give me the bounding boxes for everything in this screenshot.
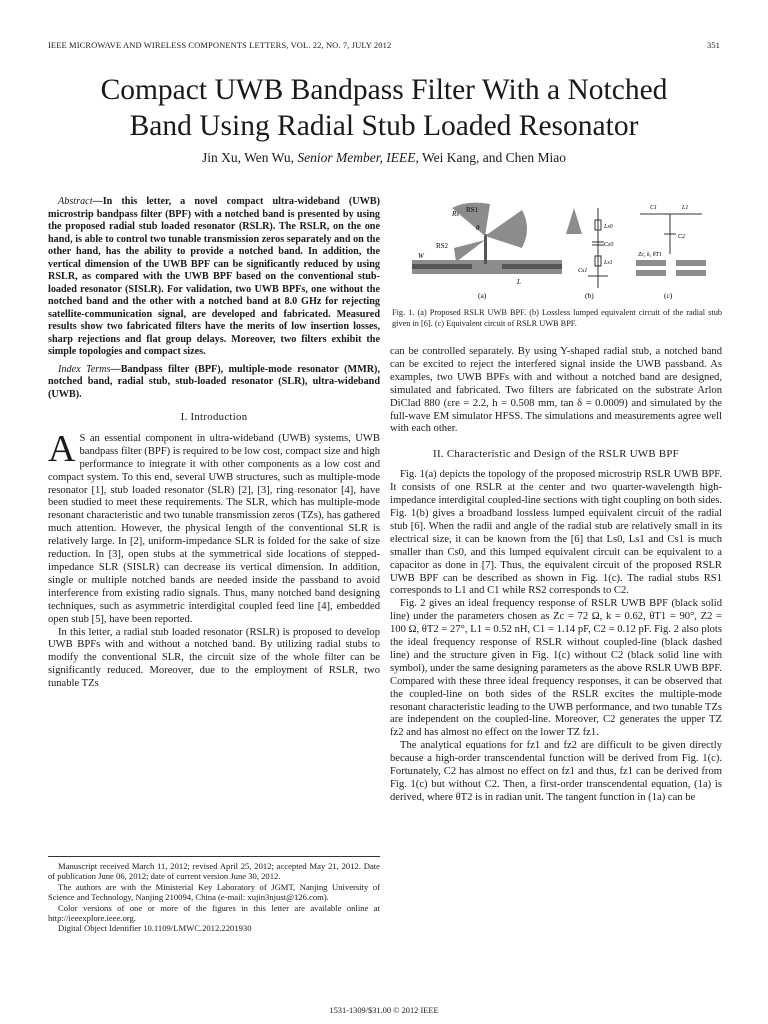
footnote-rule bbox=[48, 856, 380, 857]
right-paragraph-1: Fig. 1(a) depicts the topology of the proposed microstrip RSLR UWB BPF. It consists of one RSLR at the center and two quarter-wavelength high-impedance interdigital coupled-line sections with tight coupling on both sides. Fig. 1(b) gives a broadband lossless lumped equivalent circuit of the radial stub [6]. When the radii and angle of the radial stub are relatively small in its electrical size, it can be known from the [6] that Ls0, Ls1 and Cs1 is much smaller than Cs0, and this lumped equivalent circuit can be equivalent to a capacitor as done in [7]. Thus, the equivalent circuit of the proposed RSLR UWB BPF can be described as shown in Fig. 1(c). The radial stubs RS1 corresponds to L1 and C1 while RS2 corresponds to C2. bbox=[390, 469, 722, 597]
abstract-text: —In this letter, a novel compact ultra-wideband (UWB) microstrip bandpass filter (BPF) with a notched band is presented by using the proposed radial stub loaded resonator (RSLR). The RSLR, on the one hand, is able to control two tunable transmission zeros separately and on the other hand, has the ability to provide a notched band. In addition, the vertical dimension of the UWB BPF can be significantly reduced by using RSLR, as compared with the UWB BPF based on the conventional stub-loaded resonator (SISLR). For validation, two UWB BPFs, one without the notched band and the other with a notched band at 8.0 GHz for rejecting satellite-communication signal, are developed and fabricated. Measured results show two fabricated filters have the merits of low insertion losses, sharp rejections and flat group delays. Moreover, two filters exhibit the simple topologies and compact sizes. bbox=[48, 196, 380, 357]
label-zc: Zc, k, θT1 bbox=[638, 252, 662, 258]
intro-paragraph-1 bbox=[48, 427, 380, 627]
abstract bbox=[48, 196, 380, 359]
author-4: Chen Miao bbox=[505, 150, 567, 165]
index-terms-label: Index Terms bbox=[58, 363, 111, 375]
radial-stub-symbol-icon bbox=[566, 208, 582, 234]
label-rs2: RS2 bbox=[436, 242, 449, 250]
index-terms bbox=[48, 364, 380, 402]
running-header bbox=[48, 40, 720, 54]
abstract-label: Abstract bbox=[58, 196, 93, 207]
right-paragraph-2: Fig. 2 gives an ideal frequency response of RSLR UWB BPF (black solid line) under the parameters chosen as Zc = 72 Ω, k = 0.62, θT1 = 90°, Z2 = 100 Ω, θT2 = 27°, L1 = 0.52 nH, C1 = 1.14 pF, C2 = 0.12 pF. Fig. 2 also plots the ideal frequency response of RSLR without coupled-line (black dashed line) and the structure given in Fig. 1(c) without C2 (black solid line with symbol), under the same designing parameters as the above RSLR UWB BPF. Compared with these three ideal frequency responses, it can be observed that the coupled-line on both sides of the RSLR excites the multiple-mode resonant characteristic leading to the UWB performance, and two tunable TZs are independent on the coupled-line. Moreover, C2 generates the upper TZ fz2 and has almost no effect on the lower TZ fz1. bbox=[390, 598, 722, 739]
paper-title bbox=[40, 72, 728, 144]
coupled-line-right bbox=[502, 264, 562, 269]
page-footer: 1531-1309/$31.00 © 2012 IEEE bbox=[329, 1006, 439, 1015]
author-3: Wei Kang, and bbox=[422, 150, 503, 165]
label-c2: C2 bbox=[678, 234, 686, 240]
footnote-doi: Digital Object Identifier 10.1109/LMWC.2012.2201930 bbox=[58, 923, 252, 934]
label-c: (c) bbox=[664, 291, 673, 300]
coupled-line-c-right bbox=[676, 260, 706, 266]
label-b: (b) bbox=[585, 291, 594, 300]
footnote-manuscript: Manuscript received March 11, 2012; revised April 25, 2012; accepted May 21, 2012. Date of publication June 06, 2012; date of current version June 30, 2012. bbox=[48, 861, 380, 882]
coupled-line-left bbox=[412, 264, 472, 269]
label-cs1: Cs1 bbox=[578, 268, 588, 274]
label-ls0: Ls0 bbox=[604, 224, 613, 230]
coupled-line-c-left bbox=[636, 260, 666, 266]
label-cs0: Cs0 bbox=[604, 242, 614, 248]
author-1: Jin Xu, bbox=[201, 150, 241, 165]
page-number: 351 bbox=[706, 40, 720, 50]
figure-1-drawing bbox=[392, 198, 722, 302]
figure-1-caption: Fig. 1. (a) Proposed RSLR UWB BPF. (b) Lossless lumped equivalent circuit of the radial stub given in [6]. (c) Equivalent circuit of RSLR UWB BPF. bbox=[392, 308, 722, 328]
label-a: (a) bbox=[478, 291, 487, 300]
right-paragraph-3: The analytical equations for fz1 and fz2 are difficult to be given directly because a high-order transcendental function will be derived from Fig. 1(c). Fortunately, C2 has almost no effect on fz1 and thus, fz1 can be derived from Fig. 1(c) but without C2. Then, a first-order transcendental equation, (1a) is derived, where θT2 is in radian unit. The tangent function in (1a) can be bbox=[390, 740, 722, 803]
radial-stub-rs2-icon bbox=[454, 240, 485, 262]
section-heading-introduction: I. Introduction bbox=[180, 411, 248, 423]
author-2: Wen Wu, bbox=[244, 150, 295, 165]
intro-paragraph-1-text: S an essential component in ultra-wideband (UWB) systems, UWB bandpass filter (BPF) is required to be low cost, compact size and high performance to integrate it with other components as a low cost and compact system. To this end, several UWB structures, such as multiple-mode resonator [1], stub loaded resonator (SLR) [2], [3], ring resonator [4], have been studied to meet these requirements. The SLR, which has multiple-mode resonant characteristic and two tunable transmission zeros (TZs), has gathered much attention. However, the physical length of the conventional SLR is relatively large. In [2], uniform-impedance SLR is folded for the sake of size reduction. In [3], open stubs at the symmetrical side locations of stepped-impedance SLR (SISLR) can decrease its vertical dimension. In addition, single or multiple notched bands are needed inside the passband to avoid interference from existing radio signals. Thus, many notched band designing techniques, such as asymmetric interdigital coupled feed line [4], embedded open stub [5], have been reported. bbox=[48, 432, 380, 625]
footnote-color: Color versions of one or more of the figures in this letter are available online at http://ieeexplore.ieee.org. bbox=[48, 902, 380, 924]
label-rs1: RS1 bbox=[466, 206, 479, 214]
radial-stub-right-icon bbox=[485, 210, 527, 248]
right-paragraph-0: can be controlled separately. By using Y-shaped radial stub, a notched band can be excited to reject the interfered signal inside the UWB passband. As examples, two UWB BPFs with and without a notched band are designed, simulated and fabricated. Two filters are fabricated on the substrate Arlon DiClad 880 (εre = 2.2, h = 0.508 mm, tan δ = 0.0009) and simulated by the full-wave EM simulator HFSS. The simulations and measurements agree well with each other. bbox=[390, 346, 722, 435]
drop-cap: A bbox=[48, 427, 76, 470]
label-l1: L1 bbox=[682, 205, 689, 211]
label-w: W bbox=[418, 252, 424, 260]
left-column bbox=[48, 196, 380, 691]
footnote-affiliation: The authors are with the Ministerial Key Laboratory of JGMT, Nanjing University of Science and Technology, Nanjing 210094, China (e-mail: xujin3njust@126.com). bbox=[48, 881, 380, 903]
figure-1 bbox=[392, 198, 722, 302]
footnotes bbox=[48, 856, 380, 934]
right-column bbox=[390, 346, 722, 805]
label-rs: Rs bbox=[452, 210, 459, 218]
title-line-1: Compact UWB Bandpass Filter With a Notched bbox=[100, 74, 668, 106]
journal-name: IEEE MICROWAVE AND WIRELESS COMPONENTS LETTERS, VOL. 22, NO. 7, JULY 2012 bbox=[48, 40, 392, 50]
intro-paragraph-2: In this letter, a radial stub loaded resonator (RSLR) is proposed to develop UWB BPFs with and without a notched band. By utilizing radial stubs to modify the conventional SLR, the circuit size of the whole filter can be significantly reduced. Moreover, due to the employment of RSLR, two tunable TZs bbox=[48, 626, 380, 690]
label-c1: C1 bbox=[650, 205, 658, 211]
label-theta: θ bbox=[476, 224, 480, 232]
stub-line bbox=[484, 234, 487, 264]
title-line-2: Band Using Radial Stub Loaded Resonator bbox=[129, 110, 639, 142]
label-l: L bbox=[517, 278, 521, 286]
author-list bbox=[40, 150, 728, 166]
author-2-membership: Senior Member, IEEE, bbox=[297, 150, 419, 165]
label-ls1: Ls1 bbox=[604, 260, 613, 266]
section-heading-design: II. Characteristic and Design of the RSLR UWB BPF bbox=[433, 448, 679, 461]
index-terms-text: —Bandpass filter (BPF), multiple-mode resonator (MMR), notched band, radial stub, stub-loaded resonator (SLR), ultra-wideband (UWB). bbox=[48, 363, 380, 400]
